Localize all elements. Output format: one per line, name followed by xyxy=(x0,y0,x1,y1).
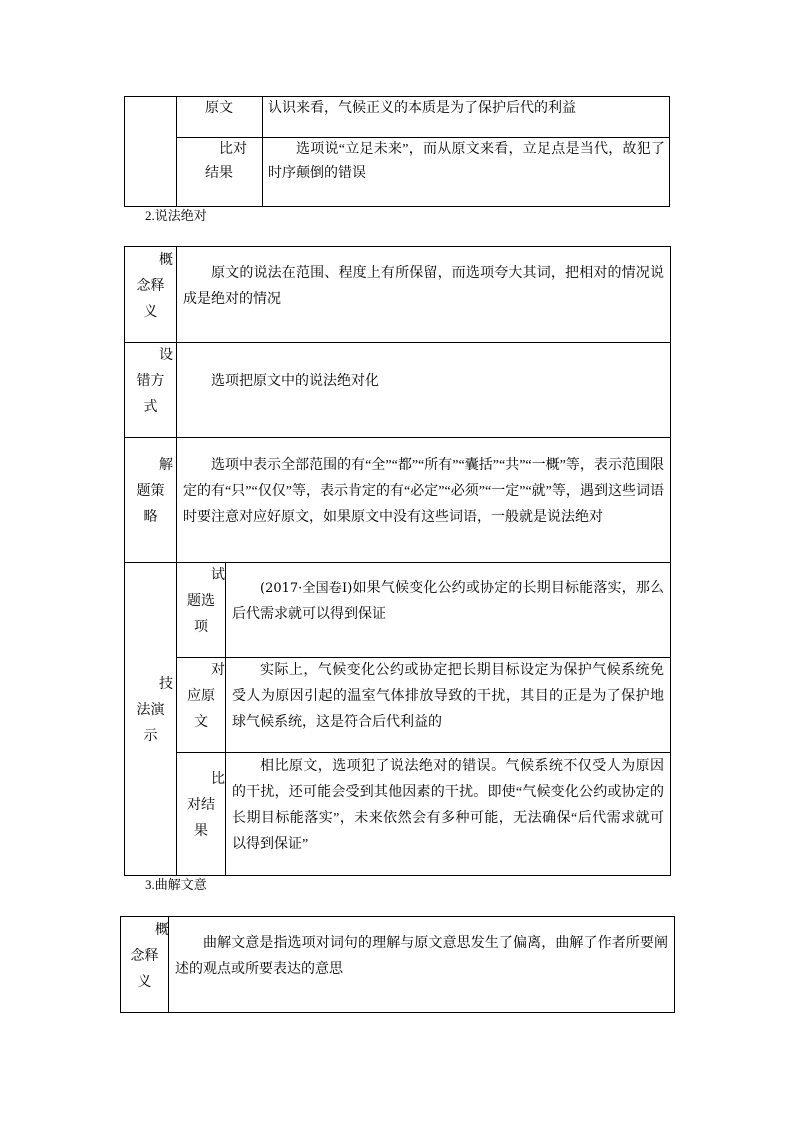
demo-original-text-content: 实际上，气候变化公约或协定把长期目标设定为保护气候系统免受人为原因引起的温室气体排放导致的干扰，其目的正是为了保护地球气候系统，这是符合后代利益的 xyxy=(226,658,671,753)
blank-cell xyxy=(125,97,177,207)
demo-comparison-label: 比对结果 xyxy=(177,753,226,876)
original-text-label: 原文 xyxy=(177,97,263,138)
concept-content: 曲解文意是指选项对词句的理解与原文意思发生了偏离，曲解了作者所要阐述的观点或所要表达的意思 xyxy=(169,917,675,1013)
demo-original-text-label: 对应原文 xyxy=(177,658,226,753)
concept-content: 原文的说法在范围、程度上有所保留，而选项夸大其词，把相对的情况说成是绝对的情况 xyxy=(177,247,671,343)
exam-source: (2017·全国卷Ⅰ) xyxy=(260,581,353,596)
concept-label: 概念释义 xyxy=(125,247,177,343)
section-heading: 2.说法绝对 xyxy=(145,208,207,223)
demo-label: 技法演示 xyxy=(125,563,177,876)
demo-question-option-label: 试题选项 xyxy=(177,563,226,658)
error-method-label: 设错方式 xyxy=(125,343,177,438)
strategy-content: 选项中表示全部范围的有“全”“都”“所有”“囊括”“共”“一概”等，表示范围限定的有“只”“仅仅”等，表示肯定的有“必定”“必须”“一定”“就”等，遇到这些词语时要注意对应好原文，如果原文中没有这些词语，一般就是说法绝对 xyxy=(177,438,671,563)
demo-comparison-content: 相比原文，选项犯了说法绝对的错误。气候系统不仅受人为原因的干扰，还可能会受到其他因素的干扰。即使“气候变化公约或协定的长期目标能落实”，未来依然会有多种可能，无法确保“后代需求就可以得到保证” xyxy=(226,753,671,876)
misinterpretation-table xyxy=(120,916,675,1013)
comparison-table xyxy=(124,96,670,207)
demo-question-option-content xyxy=(226,563,671,658)
comparison-result-content: 选项说“立足未来”，而从原文来看，立足点是当代，故犯了时序颠倒的错误 xyxy=(263,138,670,207)
error-method-content: 选项把原文中的说法绝对化 xyxy=(177,343,671,438)
original-text-content: 认识来看，气候正义的本质是为了保护后代的利益 xyxy=(263,97,670,138)
strategy-label: 解题策略 xyxy=(125,438,177,563)
comparison-result-label: 比对结果 xyxy=(177,138,263,207)
question-option-text: 如果气候变化公约或协定的长期目标能落实，那么后代需求就可以得到保证 xyxy=(232,581,665,622)
concept-label: 概念释义 xyxy=(121,917,169,1013)
absolute-statement-table xyxy=(124,246,671,876)
section-heading: 3.曲解文意 xyxy=(145,877,207,892)
